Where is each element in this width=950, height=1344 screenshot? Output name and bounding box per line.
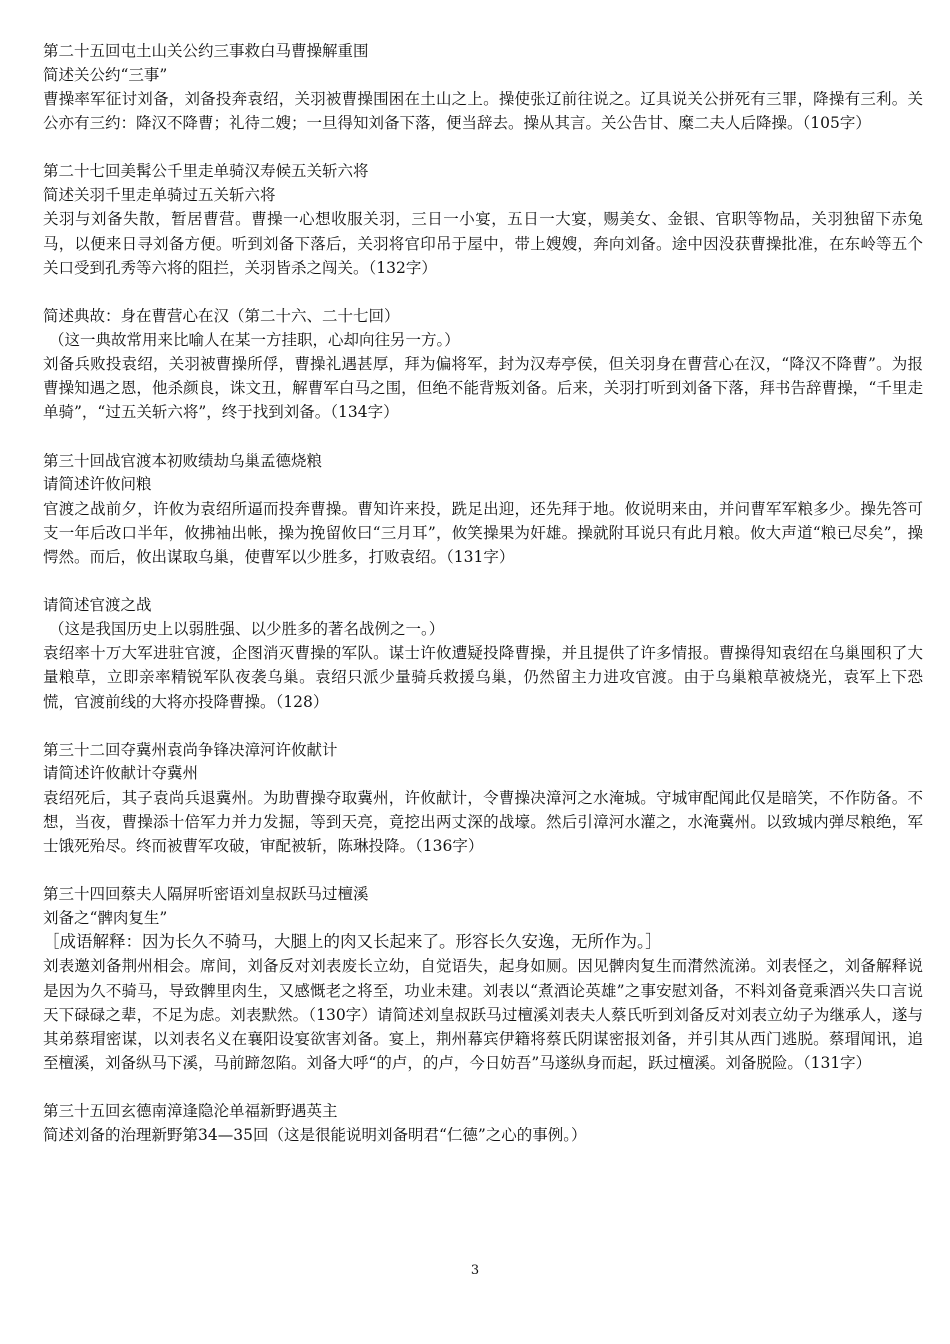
answer-paragraph: 袁绍率十万大军进驻官渡，企图消灭曹操的军队。谋士许攸遭疑投降曹操，并且提供了许多情报。曹操得知袁绍在乌巢囤积了大量粮草，立即亲率精锐军队夜袭乌巢。袁绍只派少量骑兵救援乌巢，仍然留主力进攻官渡。由于乌巢粮草被烧光，袁军上下恐慌，官渡前线的大将亦投降曹操。（128）	[43, 644, 923, 711]
question-prompt: 请简述许攸问粮	[43, 475, 152, 494]
chapter-title: 第三十五回玄德南漳逢隐沦单福新野遇英主	[43, 1102, 338, 1121]
answer-paragraph: 刘备兵败投袁绍，关羽被曹操所俘，曹操礼遇甚厚，拜为偏将军，封为汉寿亭侯，但关羽身在曹营心在汉，“降汉不降曹”。为报曹操知遇之恩，他杀颜良，诛文丑，解曹军白马之围，但绝不能背叛刘备。后来，关羽打听到刘备下落，拜书告辞曹操，“千里走单骑”，“过五关斩六将”，终于找到刘备。（134字）	[43, 355, 923, 422]
question-prompt: 简述关羽千里走单骑过五关斩六将	[43, 185, 276, 204]
section-chapter-25	[43, 40, 923, 135]
answer-paragraph: 曹操率军征讨刘备，刘备投奔袁绍，关羽被曹操围困在土山之上。操使张辽前往说之。辽具说关公拼死有三罪，降操有三利。关公亦有三约：降汉不降曹；礼待二嫂；一旦得知刘备下落，便当辞去。操从其言。关公告甘、糜二夫人后降操。（105字）	[43, 90, 923, 133]
question-prompt: 简述刘备的治理新野第34—35回（这是很能说明刘备明君“仁德”之心的事例。）	[43, 1125, 587, 1144]
section-chapter-30	[43, 450, 923, 570]
document-page	[43, 40, 923, 1172]
section-chapter-27	[43, 160, 923, 280]
answer-paragraph: 刘表邀刘备荆州相会。席间，刘备反对刘表废长立幼，自觉语失，起身如厕。因见髀肉复生而潸然流涕。刘表怪之，刘备解释说是因为久不骑马，导致髀里肉生，又感慨老之将至，功业未建。刘表以“煮酒论英雄”之事安慰刘备，不料刘备竟乘酒兴失口言说天下碌碌之辈，不足为虑。刘表默然。（130字）请简述刘皇叔跃马过檀溪刘表夫人蔡氏听到刘备反对刘表立幼子为继承人，遂与其弟蔡瑁密谋，以刘表名义在襄阳设宴欲害刘备。宴上，荆州幕宾伊籍将蔡氏阴谋密报刘备，并引其从西门逃脱。蔡瑁闻讯，追至檀溪，刘备纵马下溪，马前蹄忽陷。刘备大呼“的卢，的卢，今日妨吾”马遂纵身而起，跃过檀溪。刘备脱险。（131字）	[43, 957, 923, 1073]
section-allusion	[43, 305, 923, 425]
section-guandu-battle	[43, 594, 923, 714]
explanatory-note: （这一典故常用来比喻人在某一方挂职，心却向往另一方。）	[49, 330, 460, 349]
section-chapter-32	[43, 739, 923, 859]
chapter-title: 第二十七回美髯公千里走单骑汉寿候五关斩六将	[43, 162, 369, 181]
answer-paragraph: 关羽与刘备失散，暂居曹营。曹操一心想收服关羽，三日一小宴，五日一大宴，赐美女、金银、官职等物品，关羽独留下赤兔马，以便来日寻刘备方便。听到刘备下落后，关羽将官印吊于屋中，带上嫂嫂，奔向刘备。途中因没获曹操批准，在东岭等五个关口受到孔秀等六将的阻拦，关羽皆杀之闯关。（132字）	[43, 210, 923, 277]
explanatory-note: （这是我国历史上以弱胜强、以少胜多的著名战例之一。）	[49, 619, 445, 638]
page-number: 3	[470, 1263, 480, 1278]
answer-paragraph: 袁绍死后，其子袁尚兵退冀州。为助曹操夺取冀州，许攸献计，令曹操决漳河之水淹城。守城审配闻此仅是暗笑，不作防备。不想，当夜，曹操添十倍军力并力发掘，等到天亮，竟挖出两丈深的战壕。然后引漳河水灌之，水淹冀州。以致城内弹尽粮绝，军士饿死殆尽。终而被曹军攻破，审配被斩，陈琳投降。（136字）	[43, 788, 923, 856]
chapter-title: 简述典故：身在曹营心在汉（第二十六、二十七回）	[43, 307, 400, 326]
question-prompt: 刘备之“髀肉复生”	[43, 908, 168, 927]
chapter-title: 第三十回战官渡本初败绩劫乌巢孟德烧粮	[43, 451, 323, 470]
section-chapter-34	[43, 883, 923, 1075]
chapter-title: 第三十四回蔡夫人隔屏听密语刘皇叔跃马过檀溪	[43, 885, 369, 904]
answer-paragraph: 官渡之战前夕，许攸为袁绍所逼而投奔曹操。曹知许来投，跣足出迎，还先拜于地。攸说明来由，并问曹军军粮多少。操先答可支一年后改口半年，攸拂袖出帐，操为挽留攸曰“三月耳”，攸笑操果为奸雄。操就附耳说只有此月粮。攸大声道“粮已尽矣”，操愕然。而后，攸出谋取乌巢，使曹军以少胜多，打败袁绍。（131字）	[43, 499, 923, 567]
chapter-title: 第二十五回屯土山关公约三事救白马曹操解重围	[43, 42, 369, 60]
chapter-title: 第三十二回夺冀州袁尚争锋决漳河许攸献计	[43, 740, 338, 759]
section-chapter-35	[43, 1100, 923, 1147]
question-prompt: 简述关公约“三事”	[43, 65, 168, 84]
chapter-title: 请简述官渡之战	[43, 596, 152, 615]
idiom-explanation: ［成语解释：因为长久不骑马，大腿上的肉又长起来了。形容长久安逸，无所作为。］	[43, 932, 662, 952]
question-prompt: 请简述许攸献计夺冀州	[43, 764, 199, 783]
